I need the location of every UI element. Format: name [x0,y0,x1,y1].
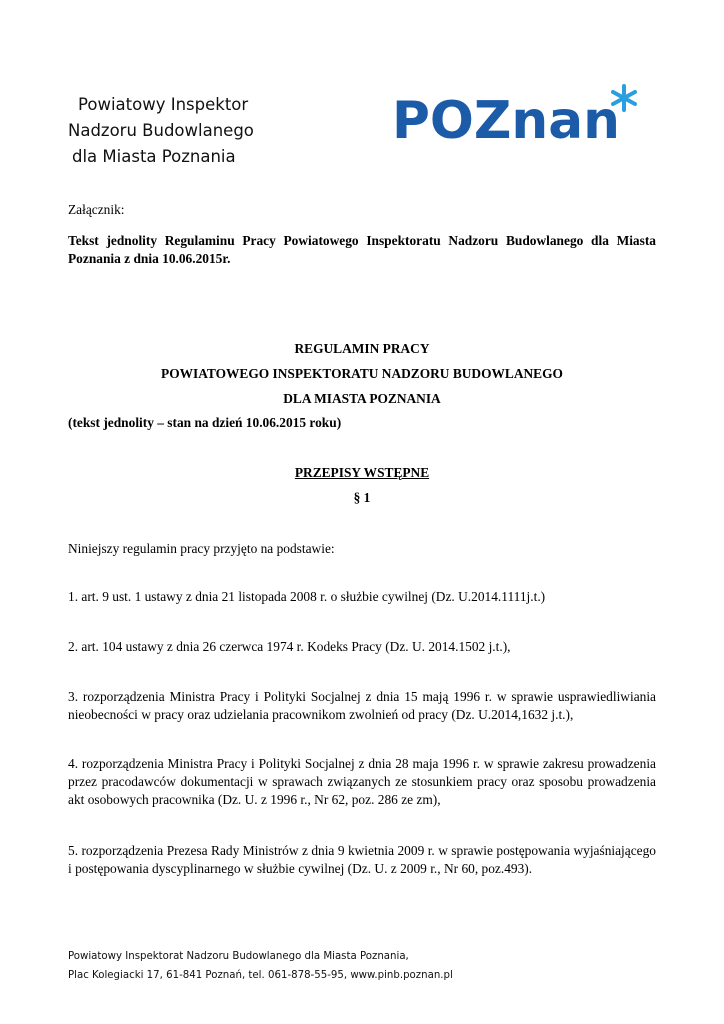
regulation-subtitle: (tekst jednolity – stan na dzień 10.06.2015 roku) [68,415,342,430]
logo-wordmark: POZnan [392,91,620,144]
issuer-line-1: Powiatowy Inspektor [78,95,249,114]
regulation-heading-line-2: POWIATOWEGO INSPEKTORATU NADZORU BUDOWLANEGO [161,366,563,381]
section-title: PRZEPISY WSTĘPNE [294,465,430,480]
paragraph-mark: § 1 [353,490,371,505]
list-item: 4. rozporządzenia Ministra Pracy i Polityki Socjalnej z dnia 28 maja 1996 r. w sprawie zakresu prowadzenia przez pracodawców dokumentacji w sprawach związanych ze stosunkiem pracy oraz sposobu prowadzenia akt osobowych pracownika (Dz. U. z 1996 r., Nr 62, poz. 286 ze zm), [68,756,656,807]
list-item: 5. rozporządzenia Prezesa Rady Ministrów z dnia 9 kwietnia 2009 r. w sprawie postępowania wyjaśniającego i postępowania dyscyplinarnego w służbie cywilnej (Dz. U. z 2009 r., Nr 60, poz.493). [68,843,656,876]
footer-line-1: Powiatowy Inspektorat Nadzoru Budowlanego dla Miasta Poznania, [68,951,409,962]
intro-text: Niniejszy regulamin pracy przyjęto na podstawie: [68,541,335,556]
issuer-block [68,92,254,170]
list-item: 1. art. 9 ust. 1 ustawy z dnia 21 listopada 2008 r. o służbie cywilnej (Dz. U.2014.1111j.t.) [68,589,546,604]
poznan-logo [392,84,640,144]
list-item: 3. rozporządzenia Ministra Pracy i Polityki Socjalnej z dnia 15 mają 1996 r. w sprawie usprawiedliwiania nieobecności w pracy oraz udzielania pracownikom zwolnień od pracy (Dz. U.2014,1632 j.t.), [68,689,656,722]
issuer-line-2: Nadzoru Budowlanego [68,121,254,140]
regulation-heading-line-3: DLA MIASTA POZNANIA [283,391,441,406]
footer-line-2: Plac Kolegiacki 17, 61-841 Poznań, tel. 061-878-55-95, www.pinb.poznan.pl [68,970,453,981]
regulation-heading-line-1: REGULAMIN PRACY [294,341,430,356]
list-item: 2. art. 104 ustawy z dnia 26 czerwca 1974 r. Kodeks Pracy (Dz. U. 2014.1502 j.t.), [68,639,511,654]
attachment-label: Załącznik: [68,202,125,217]
issuer-line-3: dla Miasta Poznania [72,147,236,166]
document-title: Tekst jednolity Regulaminu Pracy Powiatowego Inspektoratu Nadzoru Budowlanego dla Miasta Poznania z dnia 10.06.2015r. [68,233,656,266]
